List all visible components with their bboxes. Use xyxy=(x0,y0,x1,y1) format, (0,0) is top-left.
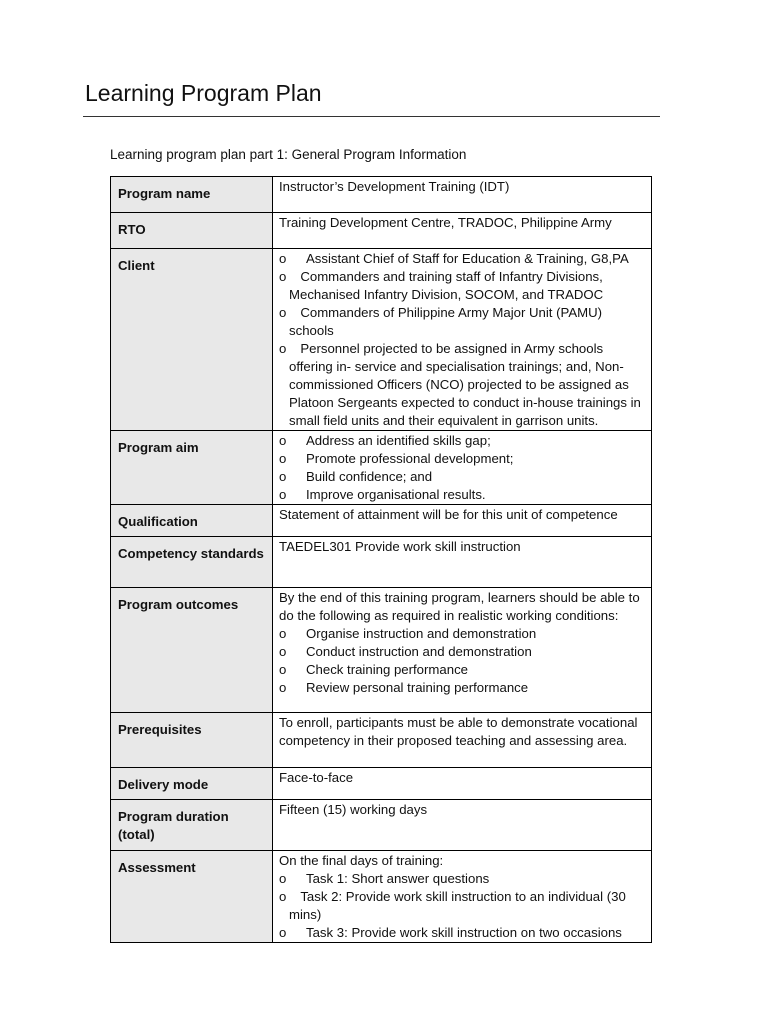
assessment-list xyxy=(279,870,645,942)
list-item: o Commanders and training staff of Infantry Divisions, Mechanised Infantry Division, SOCOM, and TRADOC xyxy=(279,269,604,302)
row-value: Face-to-face xyxy=(273,768,652,800)
row-label: Program duration (total) xyxy=(111,800,273,851)
outcomes-intro: By the end of this training program, learners should be able to do the following as required in realistic working conditions: xyxy=(279,590,640,623)
bullet-icon: o xyxy=(279,871,287,886)
list-item: o Task 2: Provide work skill instruction to an individual (30 mins) xyxy=(279,889,626,922)
bullet-icon: o xyxy=(279,925,287,940)
list-item: o Improve organisational results. xyxy=(279,487,486,502)
row-label: Assessment xyxy=(111,851,273,943)
bullet-icon: o xyxy=(279,269,287,284)
row-value xyxy=(273,588,652,713)
table-row xyxy=(111,768,652,800)
row-value: Training Development Centre, TRADOC, Philippine Army xyxy=(273,213,652,249)
list-item: o Check training performance xyxy=(279,662,468,677)
table-row xyxy=(111,177,652,213)
table-row xyxy=(111,800,652,851)
row-label: Prerequisites xyxy=(111,713,273,768)
bullet-icon: o xyxy=(279,305,287,320)
table-row xyxy=(111,588,652,713)
list-item: o Address an identified skills gap; xyxy=(279,433,491,448)
client-list xyxy=(279,250,645,430)
row-label: RTO xyxy=(111,213,273,249)
bullet-icon: o xyxy=(279,680,287,695)
row-value: Fifteen (15) working days xyxy=(273,800,652,851)
list-item: o Commanders of Philippine Army Major Unit (PAMU) schools xyxy=(279,305,603,338)
table-row xyxy=(111,249,652,431)
assessment-intro: On the final days of training: xyxy=(279,853,444,868)
table-row xyxy=(111,537,652,588)
bullet-icon: o xyxy=(279,469,287,484)
row-value: TAEDEL301 Provide work skill instruction xyxy=(273,537,652,588)
row-label: Program outcomes xyxy=(111,588,273,713)
list-item: o Conduct instruction and demonstration xyxy=(279,644,532,659)
section-subtitle: Learning program plan part 1: General Program Information xyxy=(110,147,467,162)
table-row xyxy=(111,713,652,768)
row-value xyxy=(273,431,652,505)
row-value xyxy=(273,249,652,431)
bullet-icon: o xyxy=(279,433,287,448)
bullet-icon: o xyxy=(279,626,287,641)
row-value: To enroll, participants must be able to demonstrate vocational competency in their proposed teaching and assessing area. xyxy=(273,713,652,768)
row-label: Delivery mode xyxy=(111,768,273,800)
bullet-icon: o xyxy=(279,251,287,266)
bullet-icon: o xyxy=(279,889,287,904)
bullet-icon: o xyxy=(279,341,287,356)
row-label: Program aim xyxy=(111,431,273,505)
row-value xyxy=(273,851,652,943)
row-label: Client xyxy=(111,249,273,431)
row-label: Program name xyxy=(111,177,273,213)
aim-list xyxy=(279,432,645,504)
program-info-table xyxy=(110,176,652,943)
list-item: o Organise instruction and demonstration xyxy=(279,626,537,641)
table-row xyxy=(111,505,652,537)
table-row xyxy=(111,851,652,943)
row-value: Instructor’s Development Training (IDT) xyxy=(273,177,652,213)
bullet-icon: o xyxy=(279,644,287,659)
list-item: o Assistant Chief of Staff for Education & Training, G8,PA xyxy=(279,251,629,266)
title-divider xyxy=(83,116,660,117)
list-item: o Promote professional development; xyxy=(279,451,514,466)
row-label: Qualification xyxy=(111,505,273,537)
list-item: o Personnel projected to be assigned in Army schools offering in- service and specialisation trainings; and, Non-commissioned Officers (NCO) projected to be assigned as Platoon Sergeants expected to conduct in-house trainings in small field units and their equivalent in garrison units. xyxy=(279,341,641,428)
list-item: o Build confidence; and xyxy=(279,469,433,484)
row-value: Statement of attainment will be for this unit of competence xyxy=(273,505,652,537)
table-row xyxy=(111,213,652,249)
outcomes-list xyxy=(279,625,645,697)
page-title: Learning Program Plan xyxy=(85,80,322,106)
row-label: Competency standards xyxy=(111,537,273,588)
bullet-icon: o xyxy=(279,487,287,502)
table-row xyxy=(111,431,652,505)
bullet-icon: o xyxy=(279,451,287,466)
list-item: o Task 1: Short answer questions xyxy=(279,871,490,886)
bullet-icon: o xyxy=(279,662,287,677)
list-item: o Task 3: Provide work skill instruction on two occasions xyxy=(279,925,622,940)
list-item: o Review personal training performance xyxy=(279,680,529,695)
